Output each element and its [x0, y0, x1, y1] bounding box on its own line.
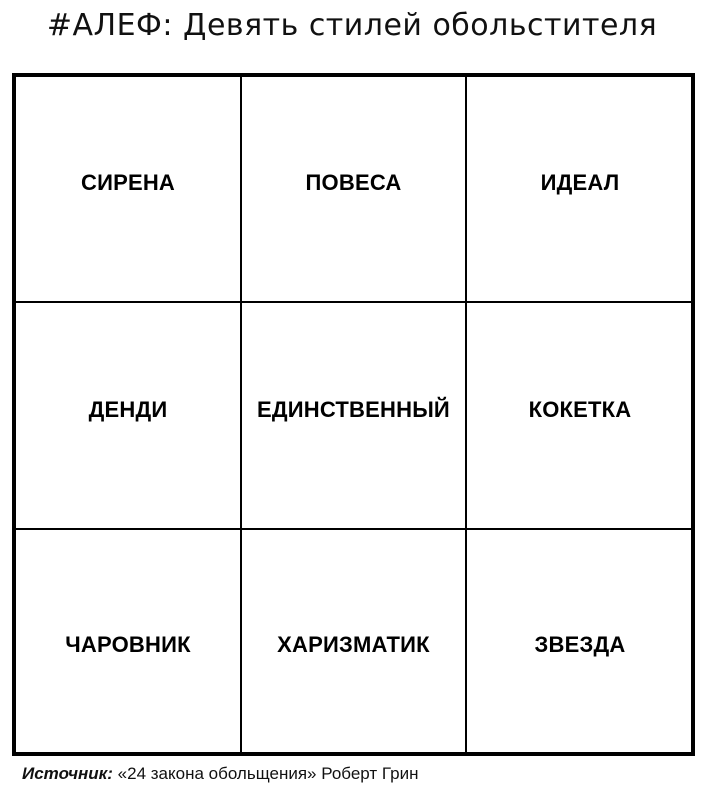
- source-label: Источник:: [22, 764, 113, 783]
- grid-cell: [242, 77, 467, 303]
- cell-label: ЕДИНСТВЕННЫЙ: [257, 396, 450, 422]
- grid-cell: [16, 77, 242, 303]
- grid-cell: [242, 303, 467, 530]
- seducer-styles-grid: [12, 73, 695, 756]
- grid-cell: [16, 530, 242, 756]
- grid-cell: [16, 303, 242, 530]
- cell-label: ИДЕАЛ: [540, 170, 620, 195]
- grid-cell: [467, 77, 693, 303]
- cell-label: ДЕНДИ: [88, 396, 168, 422]
- grid-cell: [467, 530, 693, 756]
- source-text: «24 закона обольщения» Роберт Грин: [112, 764, 419, 783]
- source-citation: [22, 764, 418, 784]
- page-title: #АЛЕФ: Девять стилей обольстителя: [46, 8, 658, 43]
- cell-label: КОКЕТКА: [528, 396, 632, 422]
- cell-label: ЗВЕЗДА: [534, 632, 626, 657]
- cell-label: ПОВЕСА: [305, 170, 402, 195]
- grid-cell: [242, 530, 467, 756]
- cell-label: ХАРИЗМАТИК: [277, 632, 430, 657]
- grid-cell: [467, 303, 693, 530]
- cell-label: СИРЕНА: [80, 170, 176, 195]
- cell-label: ЧАРОВНИК: [65, 632, 191, 657]
